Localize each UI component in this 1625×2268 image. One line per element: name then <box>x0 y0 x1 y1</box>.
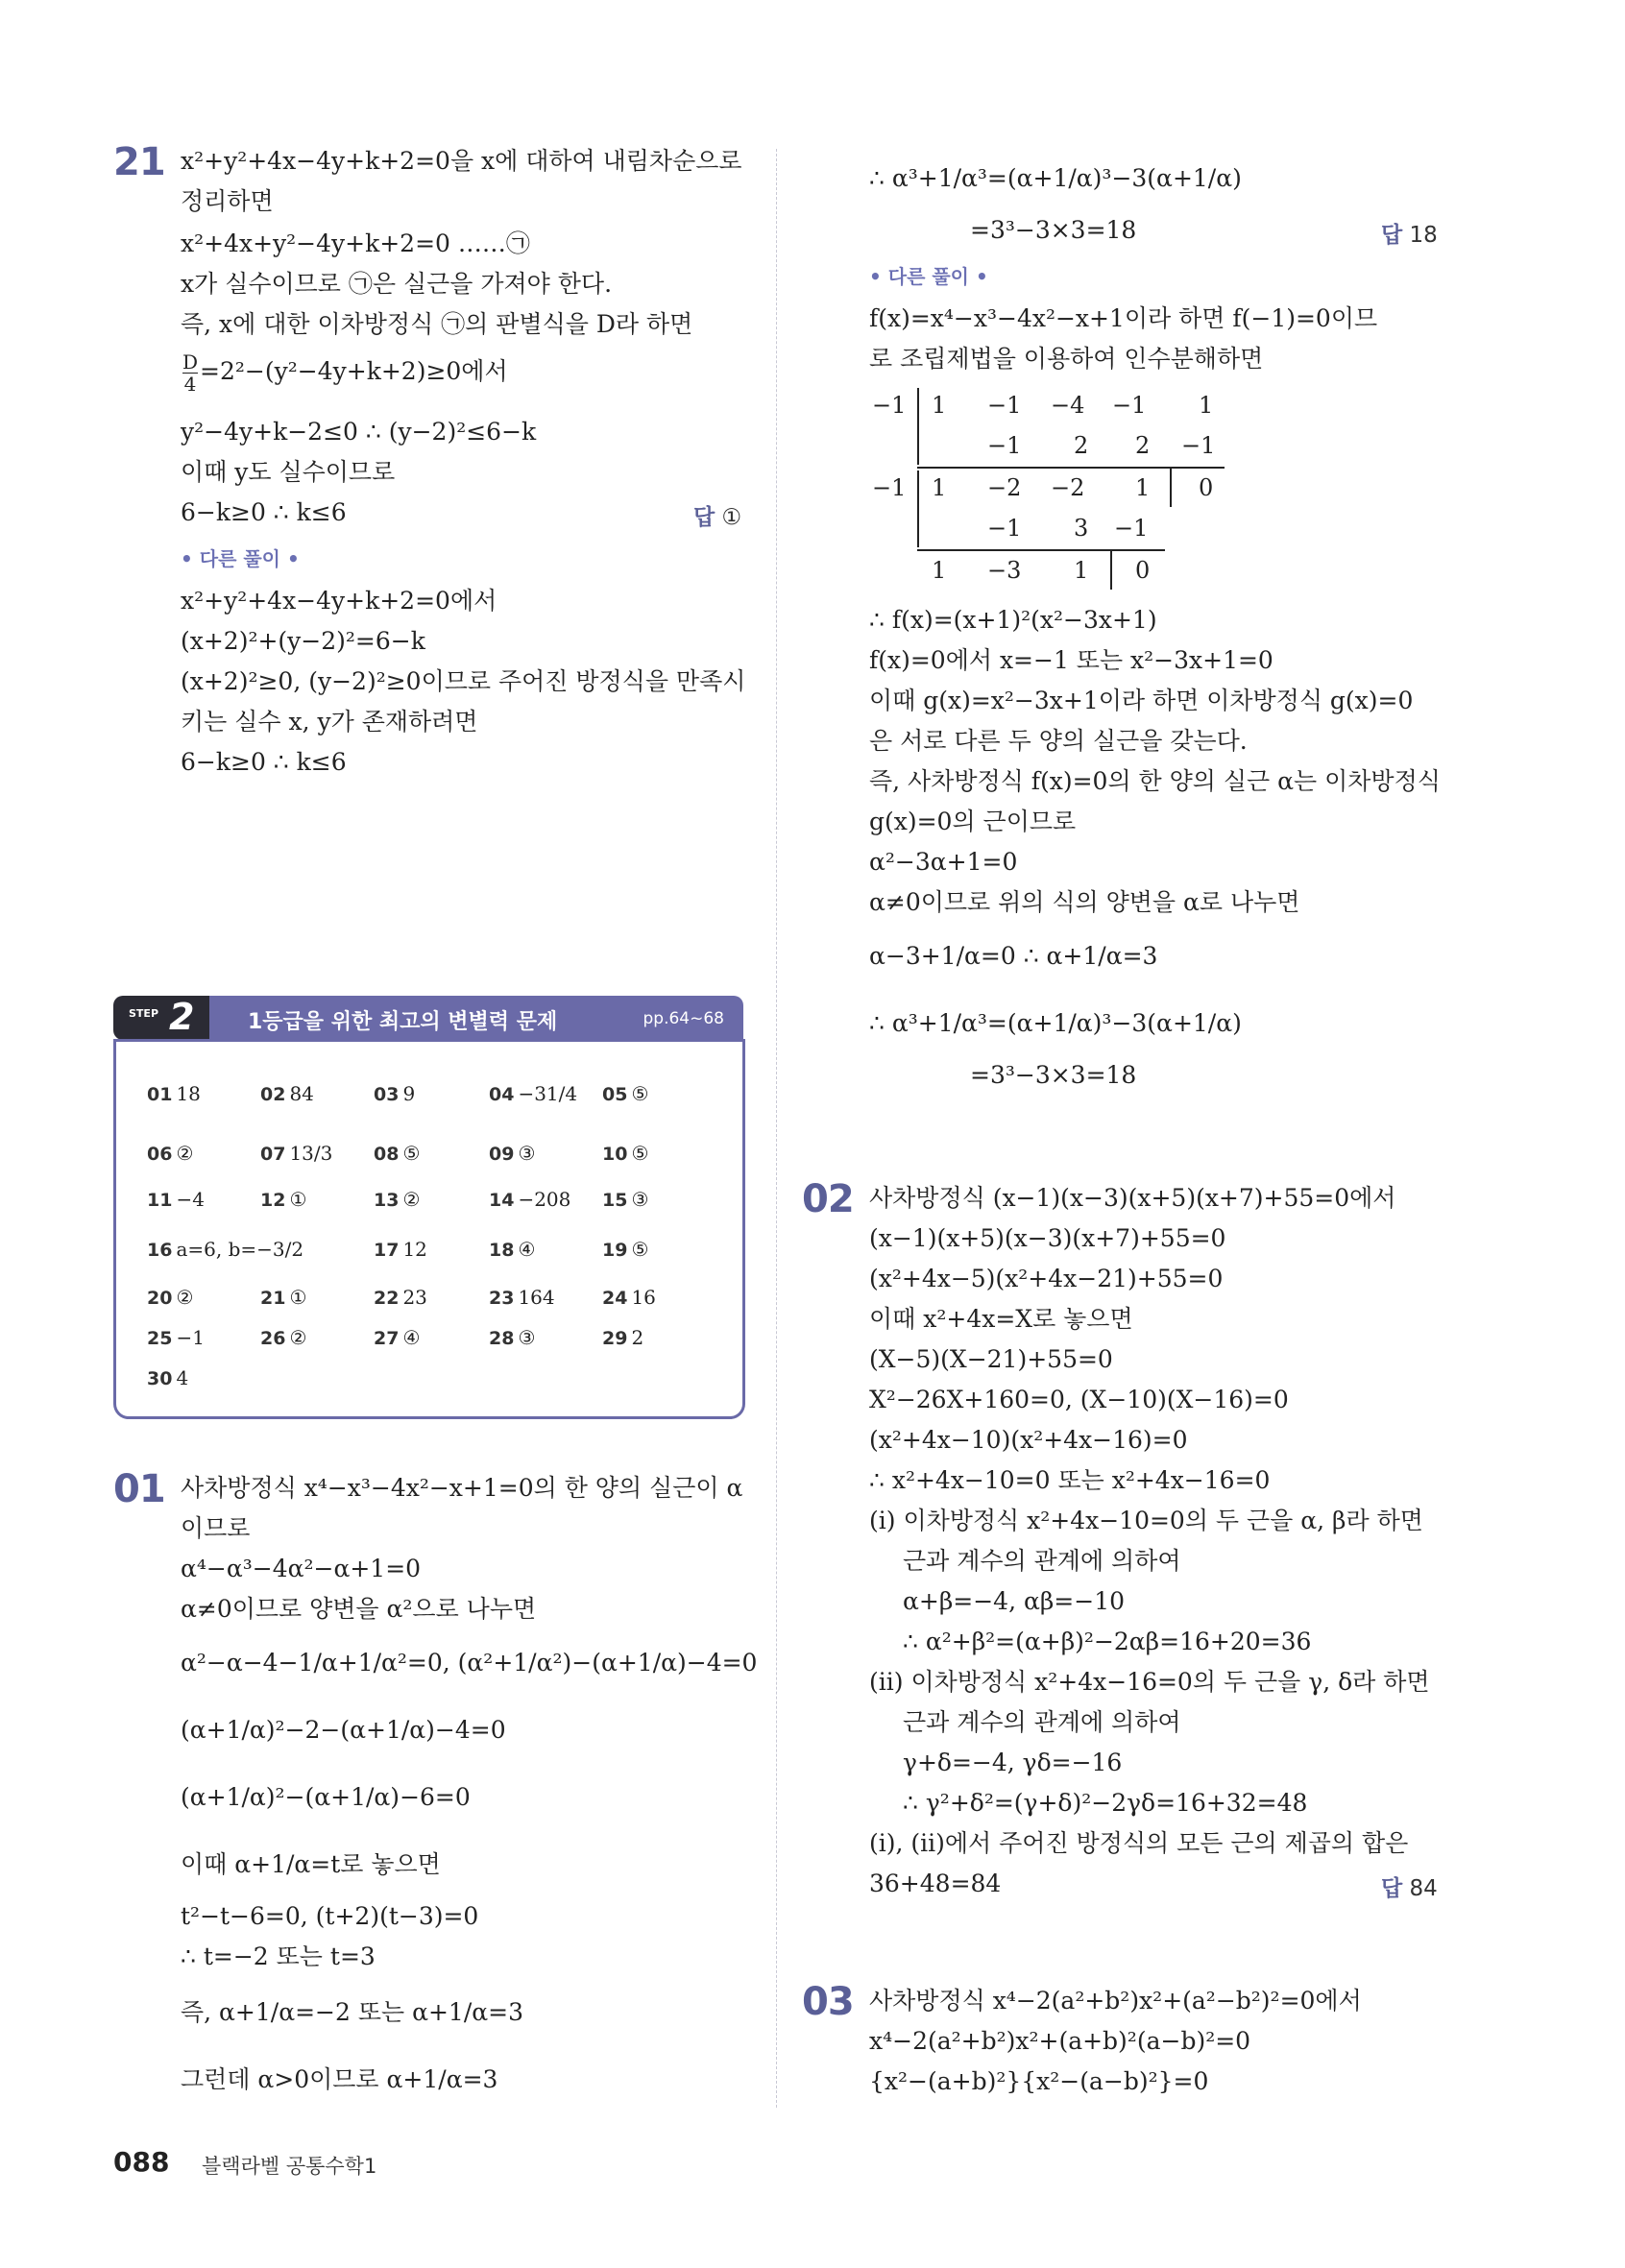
book-title: 블랙라벨 공통수학1 <box>202 2155 377 2178</box>
text-line: α≠0이므로 양변을 α²으로 나누면 <box>181 1595 537 1623</box>
text-line: y²−4y+k−2≤0 ∴ (y−2)²≤6−k <box>181 418 537 446</box>
answer-key-item: 04 −31/4 <box>489 1082 578 1105</box>
answer-key-item: 26 ② <box>260 1326 307 1349</box>
text-line: (x+2)²≥0, (y−2)²≥0이므로 주어진 방정식을 만족시 <box>181 667 746 695</box>
answer: 답 18 <box>1381 223 1438 248</box>
text-line: (α+1/α)²−(α+1/α)−6=0 <box>181 1783 471 1811</box>
answer-key-item: 18 ④ <box>489 1238 536 1261</box>
text-line: α−3+1/α=0 ∴ α+1/α=3 <box>869 942 1158 970</box>
text-line: α²−α−4−1/α+1/α²=0, (α²+1/α²)−(α+1/α)−4=0 <box>181 1649 758 1677</box>
answer-key-item: 16 a=6, b=−3/2 <box>147 1238 304 1261</box>
text-line: x⁴−2(a²+b²)x²+(a+b)²(a−b)²=0 <box>869 2027 1251 2055</box>
text-line: X²−26X+160=0, (X−10)(X−16)=0 <box>869 1386 1289 1413</box>
answer-key-item: 01 18 <box>147 1082 201 1105</box>
text-line: 그런데 α>0이므로 α+1/α=3 <box>181 2065 498 2093</box>
text-line: 이때 α+1/α=t로 놓으면 <box>181 1850 441 1878</box>
text-line: α+β=−4, αβ=−10 <box>903 1587 1126 1615</box>
text-line: x²+y²+4x−4y+k+2=0에서 <box>181 587 497 615</box>
text-line: f(x)=x⁴−x³−4x²−x+1이라 하면 f(−1)=0이므 <box>869 304 1378 332</box>
text-line: 6−k≥0 ∴ k≤6 <box>181 498 347 526</box>
text-line: (X−5)(X−21)+55=0 <box>869 1345 1113 1373</box>
text-line: 근과 계수의 관계에 의하여 <box>903 1708 1181 1736</box>
text-line: ∴ α³+1/α³=(α+1/α)³−3(α+1/α) <box>869 1009 1242 1037</box>
text-line: ∴ t=−2 또는 t=3 <box>181 1942 376 1970</box>
answer-key-item: 11 −4 <box>147 1188 205 1211</box>
text-line: (α+1/α)²−2−(α+1/α)−4=0 <box>181 1716 506 1744</box>
question-number: 02 <box>802 1177 854 1221</box>
text-line: 은 서로 다른 두 양의 실근을 갖는다. <box>869 727 1248 755</box>
fraction: $\frac{D}{4}$ <box>182 350 199 396</box>
text-line: 로 조립제법을 이용하여 인수분해하면 <box>869 345 1264 373</box>
text-line: ∴ α²+β²=(α+β)²−2αβ=16+20=36 <box>903 1628 1312 1655</box>
text-line: 이때 y도 실수이므로 <box>181 458 396 486</box>
answer-key-item: 23 164 <box>489 1286 555 1309</box>
answer-key-item: 22 23 <box>374 1286 427 1309</box>
text-line: 사차방정식 x⁴−2(a²+b²)x²+(a²−b²)²=0에서 <box>869 1987 1362 2015</box>
text-line: g(x)=0의 근이므로 <box>869 808 1077 835</box>
text-line: 이때 x²+4x=X로 놓으면 <box>869 1305 1133 1333</box>
text-line: 36+48=84 <box>869 1870 1002 1897</box>
text-line: (x−1)(x+5)(x−3)(x+7)+55=0 <box>869 1224 1226 1252</box>
question-number: 21 <box>113 140 165 184</box>
column-divider <box>776 149 777 2108</box>
answer-key-item: 05 ⑤ <box>602 1082 649 1105</box>
text-line: (ⅱ) 이차방정식 x²+4x−16=0의 두 근을 γ, δ라 하면 <box>869 1668 1430 1696</box>
text-line: x가 실수이므로 ㉠은 실근을 가져야 한다. <box>181 270 613 298</box>
answer-key-item: 17 12 <box>374 1238 427 1261</box>
text-line: α≠0이므로 위의 식의 양변을 α로 나누면 <box>869 888 1300 916</box>
text-line: (x²+4x−10)(x²+4x−16)=0 <box>869 1426 1188 1454</box>
answer-key-item: 08 ⑤ <box>374 1142 421 1165</box>
answer: 답 ① <box>693 505 742 530</box>
answer-key-item: 02 84 <box>260 1082 314 1105</box>
text-line: α⁴−α³−4α²−α+1=0 <box>181 1555 422 1582</box>
answer-key-item: 09 ③ <box>489 1142 536 1165</box>
answer-key-item: 28 ③ <box>489 1326 536 1349</box>
answer-key-item: 07 13/3 <box>260 1142 333 1165</box>
text-line: 사차방정식 x⁴−x³−4x²−x+1=0의 한 양의 실근이 α <box>181 1474 743 1502</box>
text-line: x²+4x+y²−4y+k+2=0 ……㉠ <box>181 229 530 257</box>
step-title-bar <box>209 996 743 1040</box>
text-line: x²+y²+4x−4y+k+2=0을 x에 대하여 내림차순으로 <box>181 147 742 175</box>
text-line: =3³−3×3=18 <box>970 216 1137 244</box>
text-line: 근과 계수의 관계에 의하여 <box>903 1547 1181 1575</box>
answer-key-item: 14 −208 <box>489 1188 571 1211</box>
answer-key-item: 15 ③ <box>602 1188 649 1211</box>
answer-key-item: 21 ① <box>260 1286 307 1309</box>
answer-key-item: 03 9 <box>374 1082 416 1105</box>
page-number: 088 <box>113 2146 170 2178</box>
text-line: 즉, x에 대한 이차방정식 ㉠의 판별식을 D라 하면 <box>181 310 693 338</box>
answer-key-item: 30 4 <box>147 1366 189 1389</box>
text-line: 사차방정식 (x−1)(x−3)(x+5)(x+7)+55=0에서 <box>869 1184 1396 1212</box>
text-line: =3³−3×3=18 <box>970 1061 1137 1089</box>
page-range: pp.64~68 <box>643 1009 724 1028</box>
text-line: 이때 g(x)=x²−3x+1이라 하면 이차방정식 g(x)=0 <box>869 687 1414 714</box>
answer-key-item: 12 ① <box>260 1188 307 1211</box>
answer: 답 84 <box>1381 1876 1438 1901</box>
alt-solution-label: • 다른 풀이 • <box>181 547 300 570</box>
text-line: (x²+4x−5)(x²+4x−21)+55=0 <box>869 1265 1224 1292</box>
text-line: 즉, α+1/α=−2 또는 α+1/α=3 <box>181 1998 523 2026</box>
answer-key-item: 27 ④ <box>374 1326 421 1349</box>
answer-key-item: 19 ⑤ <box>602 1238 649 1261</box>
text-line: f(x)=0에서 x=−1 또는 x²−3x+1=0 <box>869 646 1273 674</box>
text-line: γ+δ=−4, γδ=−16 <box>903 1749 1123 1776</box>
answer-key-item: 10 ⑤ <box>602 1142 649 1165</box>
answer-key-item: 06 ② <box>147 1142 194 1165</box>
answer-key-box <box>113 1039 745 1419</box>
answer-key-item: 24 16 <box>602 1286 656 1309</box>
text-line: 즉, 사차방정식 f(x)=0의 한 양의 실근 α는 이차방정식 <box>869 767 1441 795</box>
text-line: (x+2)²+(y−2)²=6−k <box>181 627 425 655</box>
text-line: (ⅰ) 이차방정식 x²+4x−10=0의 두 근을 α, β라 하면 <box>869 1507 1423 1534</box>
text-line: ∴ x²+4x−10=0 또는 x²+4x−16=0 <box>869 1466 1271 1494</box>
text-line: ∴ α³+1/α³=(α+1/α)³−3(α+1/α) <box>869 164 1242 192</box>
question-number: 01 <box>113 1467 165 1511</box>
text-line: ∴ γ²+δ²=(γ+δ)²−2γδ=16+32=48 <box>903 1789 1308 1817</box>
fraction-line: $\frac{D}{4}$ =2²−(y²−4y+k+2)≥0에서 <box>182 350 508 396</box>
answer-key-item: 20 ② <box>147 1286 194 1309</box>
text-line: (ⅰ), (ⅱ)에서 주어진 방정식의 모든 근의 제곱의 합은 <box>869 1829 1409 1857</box>
step-badge: STEP 2 <box>113 996 219 1040</box>
step-header <box>113 996 743 1040</box>
text-line: 6−k≥0 ∴ k≤6 <box>181 748 347 776</box>
text-line: ∴ f(x)=(x+1)²(x²−3x+1) <box>869 606 1157 634</box>
question-number: 03 <box>802 1980 854 2024</box>
answer-key-item: 29 2 <box>602 1326 644 1349</box>
answer-key-item: 25 −1 <box>147 1326 205 1349</box>
step-title: 1등급을 위한 최고의 변별력 문제 <box>248 1010 558 1034</box>
text-line: 키는 실수 x, y가 존재하려면 <box>181 708 478 736</box>
alt-solution-label: • 다른 풀이 • <box>869 265 988 288</box>
text-line: t²−t−6=0, (t+2)(t−3)=0 <box>181 1902 479 1930</box>
text-line: {x²−(a+b)²}{x²−(a−b)²}=0 <box>869 2067 1209 2095</box>
text-line: 이므로 <box>181 1514 251 1542</box>
text-line: 정리하면 <box>181 187 274 215</box>
text-line: α²−3α+1=0 <box>869 848 1018 876</box>
answer-key-item: 13 ② <box>374 1188 421 1211</box>
